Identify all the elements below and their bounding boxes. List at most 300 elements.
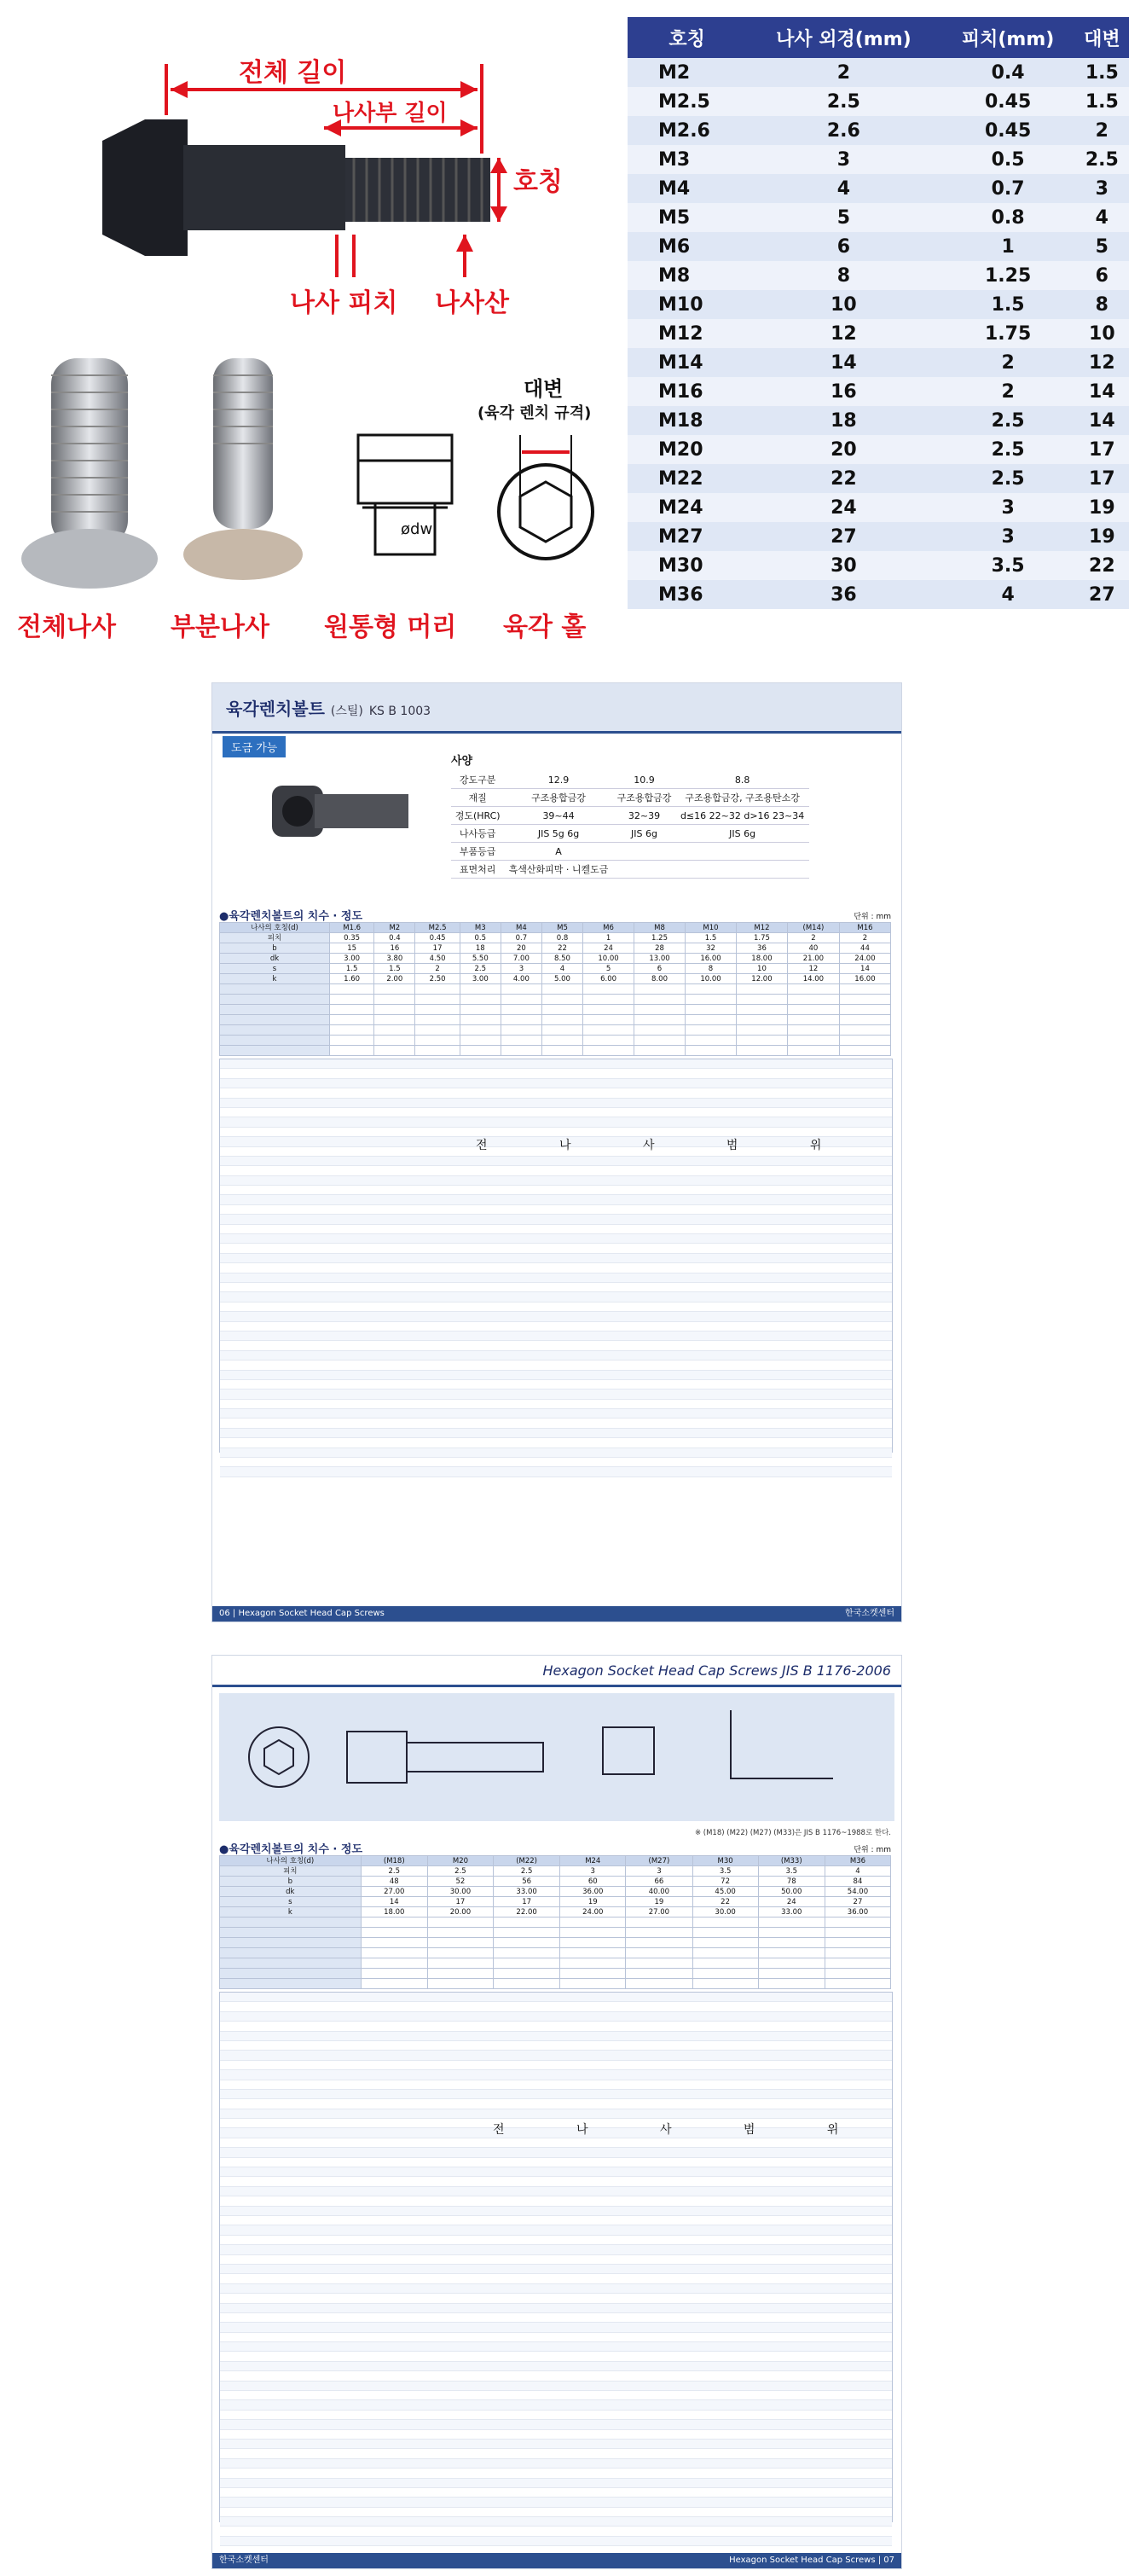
dim-cell: 32	[686, 943, 737, 954]
dim-row-label: 피치	[220, 933, 330, 943]
grid-row	[220, 1429, 892, 1438]
dim-filler-cell	[427, 1979, 493, 1989]
spec-cell: 구조용합금강	[613, 789, 675, 807]
dim-cell: 18.00	[736, 954, 787, 964]
bolt-photo-page1	[263, 769, 417, 888]
plating-badge: 도금 가능	[223, 736, 286, 757]
dim-filler-cell	[427, 1948, 493, 1958]
grid-row	[220, 1458, 892, 1467]
table-cell: 30	[746, 551, 941, 580]
table-row	[628, 232, 1129, 261]
dim-filler-cell	[692, 1917, 758, 1928]
dim-filler-cell	[220, 1938, 362, 1948]
crest-label: 나사산	[435, 288, 509, 318]
grid-row	[220, 2245, 892, 2254]
dim-cell: 52	[427, 1877, 493, 1887]
dim-cell: 14	[839, 964, 890, 974]
table-cell: 8	[1075, 290, 1129, 319]
dim-filler-cell	[560, 1979, 626, 1989]
grid-row	[220, 1993, 892, 2002]
dim-filler-cell	[501, 1005, 541, 1015]
dim-cell: 19	[626, 1897, 692, 1907]
grid-row	[220, 2080, 892, 2090]
dim-filler-row	[220, 1025, 891, 1036]
dim-filler-row	[220, 1005, 891, 1015]
table-cell: 22	[1075, 551, 1129, 580]
table-cell: 0.8	[941, 203, 1075, 232]
dim-cell: (M33)	[758, 1856, 825, 1866]
dim-filler-row	[220, 1917, 891, 1928]
dim-filler-cell	[686, 1036, 737, 1046]
table-cell: 14	[1075, 406, 1129, 435]
dim-filler-cell	[415, 984, 460, 995]
grid-row	[220, 2440, 892, 2449]
dim-row-label: k	[220, 1907, 362, 1917]
dim-filler-cell	[415, 1036, 460, 1046]
grid-row	[220, 2274, 892, 2283]
dim-filler-cell	[787, 1015, 839, 1025]
dim-filler-row	[220, 1969, 891, 1979]
dim-filler-cell	[758, 1969, 825, 1979]
page1-standard: KS B 1003	[368, 705, 431, 718]
dim-row	[220, 1856, 891, 1866]
grid-row	[220, 2051, 892, 2060]
grid-row	[220, 2148, 892, 2157]
dim-filler-cell	[493, 1948, 559, 1958]
dim-cell: 14.00	[787, 974, 839, 984]
dim-filler-cell	[839, 1015, 890, 1025]
dim-row	[220, 1866, 891, 1877]
dim-cell: M2.5	[415, 923, 460, 933]
dim-cell: M4	[501, 923, 541, 933]
page2-footer-left: 한국소켓센터	[219, 2556, 269, 2565]
dim-filler-cell	[541, 984, 582, 995]
dim-filler-cell	[634, 1036, 686, 1046]
table-row	[628, 580, 1129, 609]
dim-cell: 28	[634, 943, 686, 954]
dim-filler-cell	[692, 1948, 758, 1958]
table-cell: M30	[628, 551, 746, 580]
dim-filler-cell	[787, 984, 839, 995]
grid-row	[220, 2109, 892, 2119]
dim-filler-cell	[493, 1969, 559, 1979]
table-cell: 10	[1075, 319, 1129, 348]
dim-filler-cell	[220, 995, 330, 1005]
table-cell: M5	[628, 203, 746, 232]
dim-cell: 24.00	[560, 1907, 626, 1917]
spec-cell: d≤16 22~32 d>16 23~34	[675, 807, 809, 825]
page1-unit: 단위 : mm	[854, 913, 891, 921]
dim-cell: (M14)	[787, 923, 839, 933]
spec-cell: 8.8	[675, 771, 809, 789]
dim-filler-cell	[787, 1046, 839, 1056]
grid-row	[220, 1283, 892, 1292]
dim-filler-cell	[374, 1015, 415, 1025]
dim-cell: 45.00	[692, 1887, 758, 1897]
dim-cell: M30	[692, 1856, 758, 1866]
dim-cell: 17	[415, 943, 460, 954]
page2-footer-right: Hexagon Socket Head Cap Screws | 07	[729, 2556, 894, 2565]
dim-cell: 2.5	[493, 1866, 559, 1877]
dim-filler-cell	[583, 1046, 634, 1056]
dim-filler-row	[220, 1938, 891, 1948]
grid-row	[220, 2265, 892, 2274]
dim-filler-cell	[329, 1046, 373, 1056]
dim-filler-cell	[501, 1015, 541, 1025]
dim-cell: 17	[427, 1897, 493, 1907]
dim-filler-cell	[560, 1917, 626, 1928]
spec-row	[451, 825, 809, 843]
spec-row	[451, 861, 809, 879]
dim-filler-cell	[220, 1046, 330, 1056]
dim-filler-cell	[825, 1958, 890, 1969]
dim-filler-cell	[626, 1969, 692, 1979]
dim-row	[220, 1897, 891, 1907]
spec-cell	[675, 861, 809, 879]
dim-cell: M1.6	[329, 923, 373, 933]
dim-cell: M20	[427, 1856, 493, 1866]
dim-row	[220, 943, 891, 954]
spec-cell: 39~44	[504, 807, 613, 825]
dim-filler-cell	[415, 1015, 460, 1025]
dim-filler-row	[220, 984, 891, 995]
dim-cell: 10	[736, 964, 787, 974]
grid-row	[220, 2352, 892, 2361]
grid-row	[220, 2459, 892, 2469]
grid-row	[220, 1234, 892, 1244]
grid-row	[220, 2061, 892, 2070]
grid-row	[220, 2527, 892, 2536]
dim-filler-cell	[427, 1917, 493, 1928]
dim-filler-cell	[736, 995, 787, 1005]
table-cell: 36	[746, 580, 941, 609]
dim-filler-cell	[560, 1928, 626, 1938]
grid-row	[220, 2304, 892, 2313]
grid-row	[220, 2041, 892, 2051]
table-cell: M2	[628, 58, 746, 87]
dim-filler-cell	[736, 1025, 787, 1036]
dim-filler-cell	[758, 1928, 825, 1938]
table-row	[628, 377, 1129, 406]
table-cell: 1	[941, 232, 1075, 261]
dim-cell: 36.00	[560, 1887, 626, 1897]
dim-cell: 8	[686, 964, 737, 974]
grid-row	[220, 1225, 892, 1234]
dim-filler-cell	[686, 995, 737, 1005]
dim-row-label: 피치	[220, 1866, 362, 1877]
table-cell: 0.7	[941, 174, 1075, 203]
dim-filler-row	[220, 1036, 891, 1046]
dim-filler-cell	[839, 1036, 890, 1046]
page1-length-grid	[219, 1059, 893, 1453]
dim-filler-cell	[501, 1046, 541, 1056]
grid-row	[220, 1166, 892, 1175]
page1-footer-right: 한국소켓센터	[845, 1609, 894, 1618]
dim-cell: 1.60	[329, 974, 373, 984]
dim-cell: 12	[787, 964, 839, 974]
catalog-page-1	[211, 682, 902, 1622]
dim-cell: 27	[825, 1897, 890, 1907]
dim-cell: 17	[493, 1897, 559, 1907]
dim-filler-cell	[583, 1025, 634, 1036]
page2-footer	[212, 2553, 901, 2568]
dim-cell: 18	[460, 943, 501, 954]
dim-row	[220, 933, 891, 943]
dim-filler-cell	[626, 1948, 692, 1958]
table-cell: M14	[628, 348, 746, 377]
dim-filler-cell	[460, 995, 501, 1005]
dim-filler-cell	[787, 1025, 839, 1036]
dim-cell: M2	[374, 923, 415, 933]
grid-row	[220, 1361, 892, 1370]
dim-filler-cell	[460, 1025, 501, 1036]
dim-cell: M6	[583, 923, 634, 933]
dim-cell: 36	[736, 943, 787, 954]
grid-row	[220, 2488, 892, 2498]
grid-row	[220, 1176, 892, 1186]
table-cell: 2.6	[746, 116, 941, 145]
page1-header	[212, 683, 901, 734]
grid-row	[220, 2012, 892, 2022]
dim-cell: 78	[758, 1877, 825, 1887]
dim-cell: (M18)	[361, 1856, 427, 1866]
grid-row	[220, 1079, 892, 1088]
dim-cell: 84	[825, 1877, 890, 1887]
dim-filler-cell	[361, 1948, 427, 1958]
dim-filler-cell	[736, 1015, 787, 1025]
dim-filler-cell	[583, 984, 634, 995]
wrench-spec-label: (육각 렌치 규격)	[478, 404, 592, 422]
dim-cell: 1.5	[329, 964, 373, 974]
grid-row	[220, 2498, 892, 2507]
grid-row	[220, 1263, 892, 1273]
table-row	[628, 145, 1129, 174]
dim-filler-cell	[736, 1005, 787, 1015]
table-cell: 6	[746, 232, 941, 261]
table-cell: 12	[746, 319, 941, 348]
grid-row	[220, 1244, 892, 1253]
dim-cell: 5.50	[460, 954, 501, 964]
dim-cell: 24	[758, 1897, 825, 1907]
hex-socket-diagram	[495, 401, 597, 589]
dim-cell: 4.00	[501, 974, 541, 984]
grid-row	[220, 2255, 892, 2265]
dim-filler-cell	[787, 995, 839, 1005]
partial-thread-label: 부분나사	[171, 612, 269, 642]
thread-length-label: 나사부 길이	[333, 101, 448, 126]
table-row	[628, 348, 1129, 377]
page1-dimension-table	[219, 922, 891, 1056]
page2-table-title: ●육각렌치볼트의 치수 · 정도	[219, 1843, 362, 1856]
dim-filler-cell	[220, 1005, 330, 1015]
dim-row-label: k	[220, 974, 330, 984]
table-cell: M2.5	[628, 87, 746, 116]
dim-filler-cell	[583, 995, 634, 1005]
header-nominal: 호칭	[628, 17, 746, 58]
dim-filler-cell	[692, 1979, 758, 1989]
dim-filler-cell	[427, 1969, 493, 1979]
table-cell: 2.5	[941, 406, 1075, 435]
dim-cell: 3	[626, 1866, 692, 1877]
grid-row	[220, 2177, 892, 2186]
dim-cell: 21.00	[787, 954, 839, 964]
dim-cell: 3	[560, 1866, 626, 1877]
grid-row	[220, 1448, 892, 1458]
spec-cell	[613, 843, 675, 861]
spec-cell: 32~39	[613, 807, 675, 825]
dim-cell: 30.00	[427, 1887, 493, 1897]
dim-filler-cell	[626, 1917, 692, 1928]
dim-cell: 15	[329, 943, 373, 954]
grid-row	[220, 2216, 892, 2225]
dim-filler-cell	[460, 1015, 501, 1025]
dim-row	[220, 1887, 891, 1897]
dim-cell: 0.4	[374, 933, 415, 943]
grid-row	[220, 2158, 892, 2167]
dim-cell: 3.5	[692, 1866, 758, 1877]
total-length-label: 전체 길이	[239, 58, 347, 88]
grid-row	[220, 2323, 892, 2332]
table-cell: 5	[1075, 232, 1129, 261]
dim-filler-row	[220, 1015, 891, 1025]
dim-filler-cell	[361, 1938, 427, 1948]
table-cell: M22	[628, 464, 746, 493]
dim-filler-cell	[220, 1917, 362, 1928]
dim-cell: (M22)	[493, 1856, 559, 1866]
dim-cell: 2.5	[460, 964, 501, 974]
spec-cell: 구조용합금강	[504, 789, 613, 807]
header-width: 대변	[1075, 17, 1129, 58]
grid-row	[220, 2537, 892, 2546]
dim-filler-cell	[758, 1958, 825, 1969]
dim-cell: 3	[501, 964, 541, 974]
table-cell: M10	[628, 290, 746, 319]
grid-row	[220, 1332, 892, 1341]
table-cell: 16	[746, 377, 941, 406]
dim-filler-cell	[374, 995, 415, 1005]
table-row	[628, 522, 1129, 551]
dim-cell: 1.25	[634, 933, 686, 943]
dim-filler-cell	[541, 1025, 582, 1036]
grid-row	[220, 2449, 892, 2458]
dim-row	[220, 1877, 891, 1887]
spec-cell: 강도구분	[451, 771, 504, 789]
dim-cell: 40.00	[626, 1887, 692, 1897]
table-cell: 2.5	[746, 87, 941, 116]
grid-row	[220, 1312, 892, 1321]
dim-filler-cell	[427, 1938, 493, 1948]
grid-row	[220, 2207, 892, 2216]
dim-cell: 18.00	[361, 1907, 427, 1917]
table-cell: 14	[746, 348, 941, 377]
dim-filler-cell	[501, 1036, 541, 1046]
grid-row	[220, 1341, 892, 1350]
grid-row	[220, 1205, 892, 1215]
dim-cell: 10.00	[583, 954, 634, 964]
dim-cell: 2	[787, 933, 839, 943]
dim-cell: 0.8	[541, 933, 582, 943]
grid-row	[220, 1195, 892, 1204]
dim-filler-cell	[560, 1948, 626, 1958]
dim-filler-cell	[758, 1979, 825, 1989]
dim-filler-cell	[220, 1969, 362, 1979]
spec-cell: 경도(HRC)	[451, 807, 504, 825]
width-across-label: 대변	[524, 377, 564, 401]
table-cell: 2	[941, 377, 1075, 406]
dim-cell: M12	[736, 923, 787, 933]
dim-filler-cell	[758, 1948, 825, 1958]
grid-row	[220, 2138, 892, 2148]
grid-row	[220, 2002, 892, 2011]
grid-row	[220, 1099, 892, 1108]
dim-filler-cell	[825, 1938, 890, 1948]
dim-filler-cell	[501, 995, 541, 1005]
dim-cell: 0.35	[329, 933, 373, 943]
table-cell: M24	[628, 493, 746, 522]
dim-cell: 54.00	[825, 1887, 890, 1897]
dim-cell: 66	[626, 1877, 692, 1887]
page2-unit: 단위 : mm	[854, 1846, 891, 1854]
dim-filler-cell	[460, 1046, 501, 1056]
table-cell: 6	[1075, 261, 1129, 290]
spec-cell: 표면처리	[451, 861, 504, 879]
table-cell: 2.5	[941, 464, 1075, 493]
table-cell: M16	[628, 377, 746, 406]
table-cell: M6	[628, 232, 746, 261]
dim-filler-cell	[415, 995, 460, 1005]
dim-filler-cell	[560, 1969, 626, 1979]
dim-filler-cell	[686, 1046, 737, 1056]
dim-filler-cell	[626, 1938, 692, 1948]
dim-filler-cell	[692, 1928, 758, 1938]
dim-filler-cell	[329, 995, 373, 1005]
dim-filler-cell	[493, 1928, 559, 1938]
dim-cell: 2.5	[361, 1866, 427, 1877]
spec-cell: JIS 6g	[613, 825, 675, 843]
dimension-diagrams	[219, 1693, 894, 1821]
dim-row-label: dk	[220, 1887, 362, 1897]
dim-filler-cell	[460, 1005, 501, 1015]
dim-filler-cell	[220, 1979, 362, 1989]
table-cell: 14	[1075, 377, 1129, 406]
dim-cell: M24	[560, 1856, 626, 1866]
dim-filler-cell	[374, 1025, 415, 1036]
grid-row	[220, 2225, 892, 2235]
dim-filler-cell	[686, 1025, 737, 1036]
dim-filler-cell	[329, 1036, 373, 1046]
page1-table-title: ●육각렌치볼트의 치수 · 정도	[219, 910, 362, 923]
dim-filler-cell	[583, 1036, 634, 1046]
table-cell: 20	[746, 435, 941, 464]
grid-row	[220, 2236, 892, 2245]
dim-filler-cell	[541, 1005, 582, 1015]
dim-cell: 33.00	[758, 1907, 825, 1917]
dim-filler-cell	[626, 1958, 692, 1969]
grid-row	[220, 1059, 892, 1069]
page1-footer	[212, 1606, 901, 1622]
grid-row	[220, 1117, 892, 1127]
pitch-label: 나사 피치	[290, 288, 398, 318]
dim-filler-cell	[758, 1917, 825, 1928]
table-cell: 4	[1075, 203, 1129, 232]
dim-filler-cell	[583, 1005, 634, 1015]
dim-filler-cell	[493, 1958, 559, 1969]
dim-filler-cell	[329, 1025, 373, 1036]
grid-row	[220, 2032, 892, 2041]
dim-cell: 22.00	[493, 1907, 559, 1917]
table-cell: 3	[941, 493, 1075, 522]
dim-filler-cell	[825, 1928, 890, 1938]
